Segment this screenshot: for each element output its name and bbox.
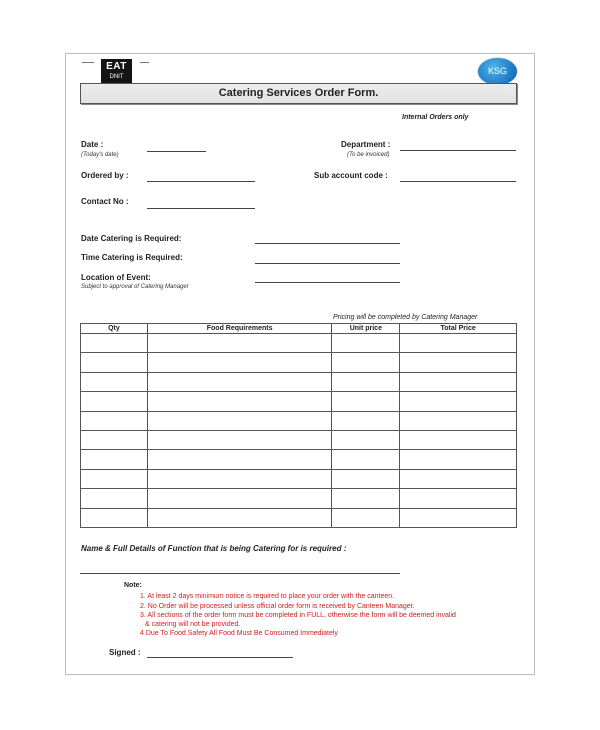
col-total-price: Total Price xyxy=(400,324,517,334)
date-required-field[interactable] xyxy=(255,243,400,244)
table-row xyxy=(81,469,517,488)
food-requirements-cell[interactable] xyxy=(147,508,332,527)
qty-cell[interactable] xyxy=(81,353,148,372)
note-item: 3. All sections of the order form must be completed in FULL, otherwise the form will be deemed invalid xyxy=(140,612,456,619)
qty-cell[interactable] xyxy=(81,334,148,353)
date-required-label: Date Catering is Required: xyxy=(81,234,182,243)
department-sublabel: (To be invoiced) xyxy=(347,152,390,158)
total-price-cell[interactable] xyxy=(400,372,517,391)
qty-cell[interactable] xyxy=(81,489,148,508)
col-food-requirements: Food Requirements xyxy=(147,324,332,334)
food-requirements-cell[interactable] xyxy=(147,450,332,469)
total-price-cell[interactable] xyxy=(400,430,517,449)
qty-cell[interactable] xyxy=(81,372,148,391)
total-price-cell[interactable] xyxy=(400,469,517,488)
qty-cell[interactable] xyxy=(81,392,148,411)
location-label: Location of Event: xyxy=(81,273,151,282)
ordered-by-field[interactable] xyxy=(147,181,255,182)
qty-cell[interactable] xyxy=(81,430,148,449)
food-requirements-cell[interactable] xyxy=(147,334,332,353)
food-requirements-cell[interactable] xyxy=(147,353,332,372)
unit-price-cell[interactable] xyxy=(332,489,400,508)
unit-price-cell[interactable] xyxy=(332,372,400,391)
table-row xyxy=(81,489,517,508)
header-dash-left xyxy=(82,62,94,63)
col-qty: Qty xyxy=(81,324,148,334)
col-unit-price: Unit price xyxy=(332,324,400,334)
location-sublabel: Subject to approval of Catering Manager xyxy=(81,284,189,290)
unit-price-cell[interactable] xyxy=(332,392,400,411)
food-requirements-cell[interactable] xyxy=(147,430,332,449)
qty-cell[interactable] xyxy=(81,508,148,527)
eat-logo-top: EAT xyxy=(106,61,127,72)
ksg-logo: KSG xyxy=(478,58,517,85)
department-field[interactable] xyxy=(400,150,516,151)
location-field[interactable] xyxy=(255,282,400,283)
food-requirements-cell[interactable] xyxy=(147,372,332,391)
total-price-cell[interactable] xyxy=(400,334,517,353)
pricing-note: Pricing will be completed by Catering Manager xyxy=(333,314,478,321)
note-label: Note: xyxy=(124,582,142,589)
signed-label: Signed : xyxy=(109,648,141,657)
header-dash-right xyxy=(140,62,149,63)
form-title: Catering Services Order Form. xyxy=(80,83,517,104)
ordered-by-label: Ordered by : xyxy=(81,171,129,180)
unit-price-cell[interactable] xyxy=(332,469,400,488)
note-item: 1. At least 2 days minimum notice is required to place your order with the canteen. xyxy=(140,593,395,600)
food-requirements-cell[interactable] xyxy=(147,392,332,411)
unit-price-cell[interactable] xyxy=(332,450,400,469)
department-label: Department : xyxy=(341,140,391,149)
unit-price-cell[interactable] xyxy=(332,411,400,430)
function-details-label: Name & Full Details of Function that is being Catering for is required : xyxy=(81,544,347,553)
table-row xyxy=(81,430,517,449)
food-requirements-cell[interactable] xyxy=(147,411,332,430)
unit-price-cell[interactable] xyxy=(332,508,400,527)
table-row xyxy=(81,334,517,353)
eat-logo xyxy=(101,59,132,84)
date-sublabel: (Today's date) xyxy=(81,152,119,158)
note-item: 2. No Order will be processed unless official order form is received by Canteen Manager. xyxy=(140,603,415,610)
date-label: Date : xyxy=(81,140,104,149)
time-required-label: Time Catering is Required: xyxy=(81,253,183,262)
sub-account-field[interactable] xyxy=(400,181,516,182)
internal-orders-note: Internal Orders only xyxy=(402,114,469,121)
total-price-cell[interactable] xyxy=(400,353,517,372)
time-required-field[interactable] xyxy=(255,263,400,264)
total-price-cell[interactable] xyxy=(400,411,517,430)
food-requirements-cell[interactable] xyxy=(147,489,332,508)
unit-price-cell[interactable] xyxy=(332,430,400,449)
contact-label: Contact No : xyxy=(81,197,129,206)
unit-price-cell[interactable] xyxy=(332,334,400,353)
table-header-row xyxy=(81,324,517,334)
note-item: 4 Due To Food Safety All Food Must Be Consumed Immediately xyxy=(140,630,338,637)
table-row xyxy=(81,392,517,411)
table-row xyxy=(81,372,517,391)
contact-field[interactable] xyxy=(147,208,255,209)
order-table xyxy=(80,323,517,528)
total-price-cell[interactable] xyxy=(400,392,517,411)
unit-price-cell[interactable] xyxy=(332,353,400,372)
qty-cell[interactable] xyxy=(81,411,148,430)
eat-logo-bottom: DNIT xyxy=(109,74,124,80)
food-requirements-cell[interactable] xyxy=(147,469,332,488)
note-item: & catering will not be provided. xyxy=(145,621,241,628)
function-details-field[interactable] xyxy=(80,573,400,574)
sub-account-label: Sub account code : xyxy=(314,171,388,180)
table-row xyxy=(81,508,517,527)
table-row xyxy=(81,450,517,469)
total-price-cell[interactable] xyxy=(400,450,517,469)
signature-field[interactable] xyxy=(147,657,293,658)
table-row xyxy=(81,353,517,372)
qty-cell[interactable] xyxy=(81,469,148,488)
total-price-cell[interactable] xyxy=(400,508,517,527)
date-field[interactable] xyxy=(147,151,206,152)
total-price-cell[interactable] xyxy=(400,489,517,508)
qty-cell[interactable] xyxy=(81,450,148,469)
table-row xyxy=(81,411,517,430)
table-body xyxy=(81,334,517,528)
